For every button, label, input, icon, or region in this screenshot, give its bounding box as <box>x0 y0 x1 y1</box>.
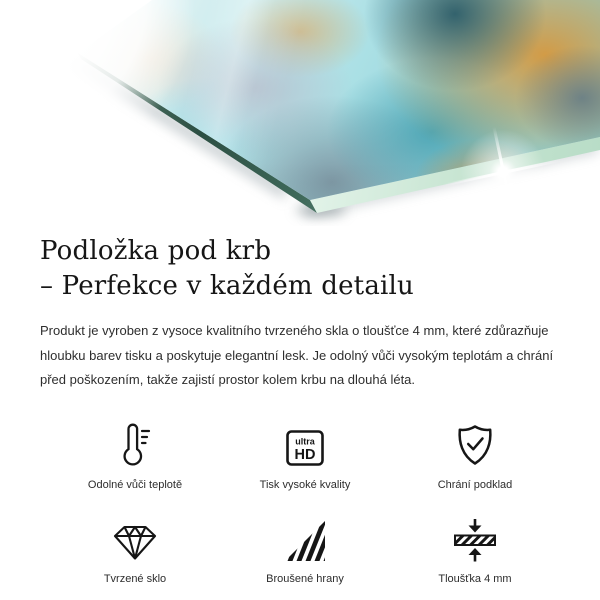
feature-grid <box>40 422 570 585</box>
feature-label: Tisk vysoké kvality <box>259 478 351 491</box>
feature-label: Odolné vůči teplotě <box>87 478 183 491</box>
page-title <box>40 234 570 304</box>
thickness-icon <box>453 516 497 562</box>
page-title-line2: – Perfekce v každém detailu <box>40 271 414 301</box>
page-title-line1: Podložka pod krb <box>40 236 272 266</box>
product-photo <box>0 0 600 226</box>
feature-polished-edges <box>220 516 390 585</box>
product-description-section <box>0 234 600 585</box>
diamond-icon <box>112 516 158 562</box>
marble-art-glass-surface <box>0 0 600 226</box>
feature-thickness <box>390 516 560 585</box>
feature-label: Chrání podklad <box>437 478 513 491</box>
feature-label: Tloušťka 4 mm <box>438 572 512 585</box>
feature-protects-floor <box>390 422 560 491</box>
ultra-hd-icon-text-top: ultra <box>295 436 315 446</box>
feature-heat-resistant <box>50 422 220 491</box>
beveled-edges-icon <box>284 516 326 562</box>
ultra-hd-icon-text-bottom: HD <box>294 446 316 463</box>
feature-label: Broušené hrany <box>266 572 344 585</box>
shield-check-icon <box>455 422 495 468</box>
product-description-text: Produkt je vyroben z vysoce kvalitního tvrzeného skla o tloušťce 4 mm, které zdůrazňuje hloubku barev tisku a poskytuje elegantní lesk. Je odolný vůči vysokým teplotám a chrání před poškozením, takže zajistí prostor kolem krbu na dlouhá léta. <box>40 323 554 387</box>
ultra-hd-icon <box>285 422 325 468</box>
feature-print-quality <box>220 422 390 491</box>
feature-tempered-glass <box>50 516 220 585</box>
thermometer-icon <box>118 422 152 468</box>
feature-label: Tvrzené sklo <box>103 572 167 585</box>
